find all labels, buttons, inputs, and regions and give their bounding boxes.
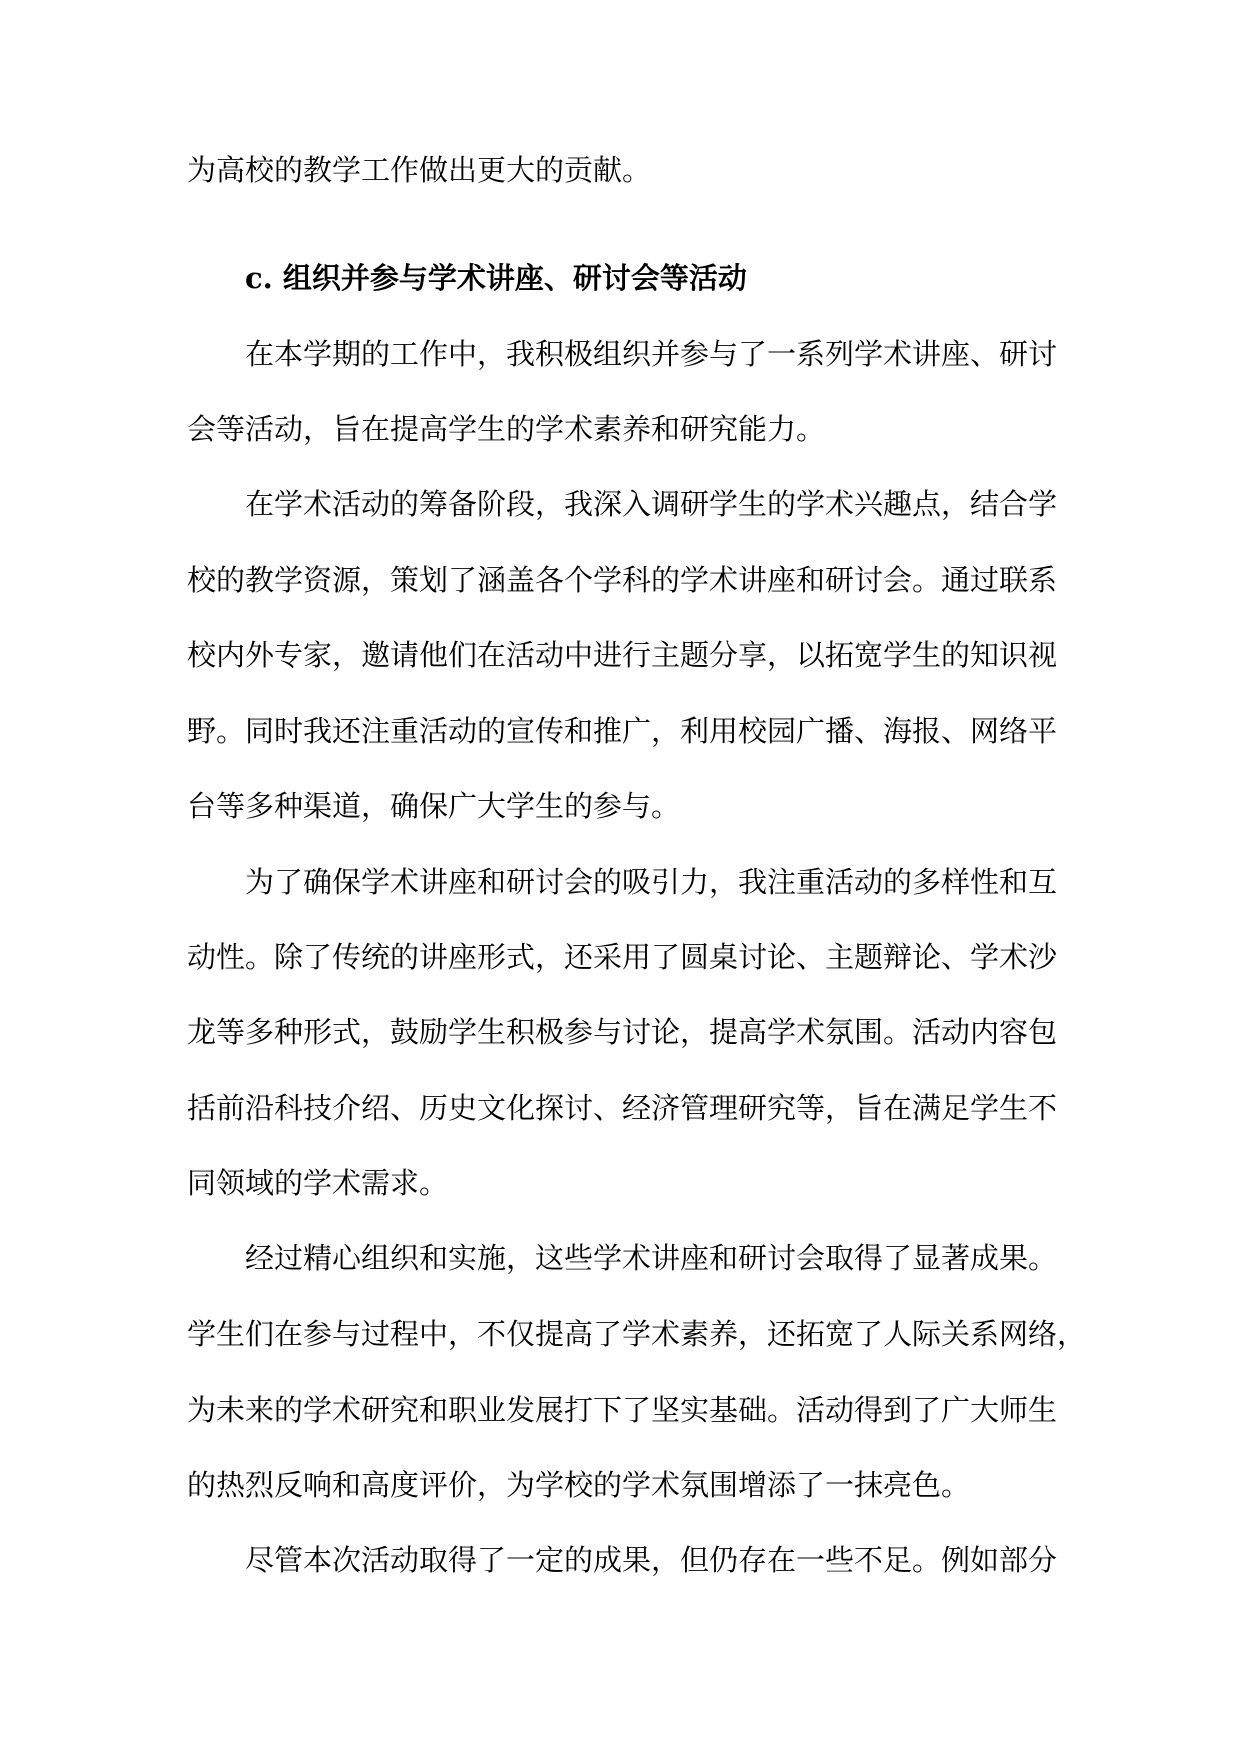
text-line-content: 同领域的学术需求。 bbox=[187, 1166, 449, 1200]
text-line-content: 校内外专家，邀请他们在活动中进行主题分享，以拓宽学生的知识视 bbox=[187, 638, 1058, 672]
text-line bbox=[0, 1390, 1241, 1430]
text-line bbox=[0, 409, 1241, 449]
text-line bbox=[0, 484, 1241, 524]
text-line-content: 龙等多种形式，鼓励学生积极参与讨论，提高学术氛围。活动内容包 bbox=[187, 1015, 1058, 1049]
text-line-content: 会等活动，旨在提高学生的学术素养和研究能力。 bbox=[187, 412, 826, 446]
text-line bbox=[0, 1540, 1241, 1580]
text-line-content: 尽管本次活动取得了一定的成果，但仍存在一些不足。例如部分 bbox=[245, 1543, 1058, 1577]
text-line bbox=[0, 150, 1241, 190]
text-line bbox=[0, 334, 1241, 374]
text-line bbox=[0, 635, 1241, 675]
text-line-content: 经过精心组织和实施，这些学术讲座和研讨会取得了显著成果。 bbox=[245, 1241, 1058, 1275]
text-line bbox=[0, 1314, 1241, 1354]
text-line bbox=[0, 1012, 1241, 1052]
text-line bbox=[0, 1465, 1241, 1505]
text-line-content: 校的教学资源，策划了涵盖各个学科的学术讲座和研讨会。通过联系 bbox=[187, 563, 1058, 597]
text-line bbox=[0, 786, 1241, 826]
text-line-content: 在本学期的工作中，我积极组织并参与了一系列学术讲座、研讨 bbox=[245, 337, 1058, 371]
text-line bbox=[0, 937, 1241, 977]
text-line-content: 学生们在参与过程中，不仅提高了学术素养，还拓宽了人际关系网络， bbox=[187, 1317, 1087, 1351]
text-line bbox=[0, 560, 1241, 600]
text-line-content: 括前沿科技介绍、历史文化探讨、经济管理研究等，旨在满足学生不 bbox=[187, 1091, 1058, 1125]
text-line bbox=[0, 1238, 1241, 1278]
text-line-content: 的热烈反响和高度评价，为学校的学术氛围增添了一抹亮色。 bbox=[187, 1468, 971, 1502]
text-line bbox=[0, 711, 1241, 751]
text-line-content: 为了确保学术讲座和研讨会的吸引力，我注重活动的多样性和互 bbox=[245, 865, 1058, 899]
section-heading-text: c. 组织并参与学术讲座、研讨会等活动 bbox=[245, 261, 747, 295]
text-line-content: 野。同时我还注重活动的宣传和推广，利用校园广播、海报、网络平 bbox=[187, 714, 1058, 748]
text-line bbox=[0, 862, 1241, 902]
text-line-content: 动性。除了传统的讲座形式，还采用了圆桌讨论、主题辩论、学术沙 bbox=[187, 940, 1058, 974]
text-line-content: 为未来的学术研究和职业发展打下了坚实基础。活动得到了广大师生 bbox=[187, 1393, 1058, 1427]
text-line-content: 台等多种渠道，确保广大学生的参与。 bbox=[187, 789, 681, 823]
section-heading bbox=[0, 258, 1241, 298]
text-line bbox=[0, 1163, 1241, 1203]
text-line-content: 在学术活动的筹备阶段，我深入调研学生的学术兴趣点，结合学 bbox=[245, 487, 1058, 521]
text-line bbox=[0, 1088, 1241, 1128]
text-line-content: 为高校的教学工作做出更大的贡献。 bbox=[187, 153, 652, 187]
